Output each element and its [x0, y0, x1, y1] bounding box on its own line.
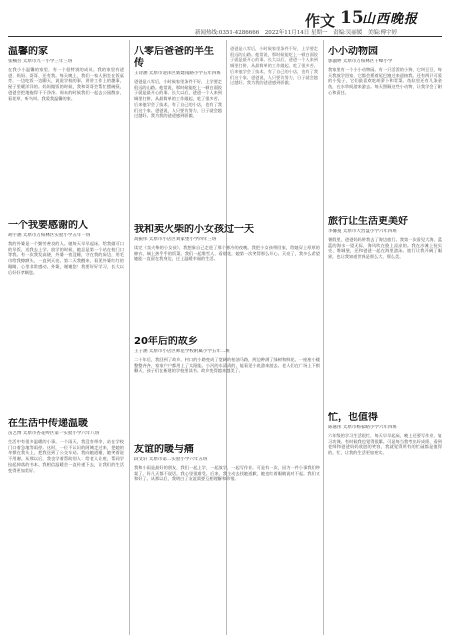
masthead — [0, 0, 450, 38]
header-rule — [8, 36, 442, 37]
article-byline: 李馨蔓 太原市大营盘小学六年四班 — [328, 229, 397, 234]
article-title: 20年后的故乡 — [134, 336, 198, 347]
page-number: 15 — [340, 8, 364, 28]
article-title: 忙，也值得 — [328, 412, 378, 423]
article-body: 爸爸是八零后，小时候家里条件不好，上学要走很远的山路。他常说，那时候能吃上一顿白面饺子就是最开心的事。长大以后，爸爸一个人来到城里打拼，从最简单的工作做起，吃了很多苦。后来他学会了技术，有了自己的小店，也有了我们这个家。爸爸说，人只要肯努力，日子就会越过越好。我为我的爸爸感到骄傲。 — [134, 79, 222, 119]
article-title: 一个我要感谢的人 — [8, 220, 88, 231]
article-body: 二十年后，我回到了故乡。村口的小路变成了宽阔的柏油马路，两边种满了绿树和鲜花。一座座小楼整整齐齐，家家户户都用上了太阳能。小河的水清清的，能看见小鱼游来游去。老人们在广场上下棋聊天，孩子们在新建的学校里读书。故乡变得越来越美了。 — [134, 357, 320, 374]
newspaper-logo: 山西晚报 — [362, 12, 419, 27]
article-byline: 高振伟 太原市小店区刘家堡小学四年三班 — [134, 237, 217, 242]
article-byline: 张楠吾 太原市九一小学三年三班 — [8, 59, 73, 64]
article-byline: 段文轩 太原市第二实验小学六年五班 — [134, 457, 208, 462]
article-byline: 胡宇涵 太原市万柏林区实验小学五年一班 — [8, 233, 91, 238]
article-title: 旅行让生活更美好 — [328, 216, 408, 227]
article-title: 我和卖火柴的小女孩过一天 — [134, 224, 254, 235]
article-body: 六年级的学习生活很忙，每天早早起床，晚上还要写作业、复习功课。有时候我也觉得很累。可是每当我考出好成绩，看到老师和爸爸妈妈欣慰的笑容，我就觉得所有的忙碌都是值得的。忙，让我的生活更加充实。 — [328, 433, 442, 456]
article-title: 友谊的暖与痛 — [134, 444, 194, 455]
article-byline: 王子涵 太原市小店区师范学校附属小学五年二班 — [134, 349, 230, 354]
article-title: 小小动物园 — [328, 46, 378, 57]
article — [328, 216, 442, 406]
article-continued — [230, 46, 318, 218]
article — [328, 412, 442, 634]
article-byline: 郭淑婷 太原市万柏林区千峰小学 — [328, 59, 393, 64]
article — [134, 444, 320, 634]
issue-line: 新闻热线:0351-4286666 2022年11月14日 星期一 责编:吴丽媛 美编:傅宇婷 — [195, 30, 398, 36]
article — [328, 46, 442, 210]
article-byline: 王诗涵 太原市迎泽区新建南路小学五年四班 — [134, 71, 221, 76]
article-title: 在生活中传递温暖 — [8, 418, 88, 429]
article — [8, 418, 124, 634]
article-body: 读完《卖火柴的小女孩》，我想象自己走进了那个寒冷的夜晚。我把小女孩带回家，给她穿上厚厚的棉衣，端上热乎乎的饭菜。我们一起堆雪人、看烟花，她第一次笑得那么开心。天亮了，我多么希望她能一直留在我身边，过上温暖幸福的生活。 — [134, 245, 320, 262]
article-body: 我家里有一个小小动物园。有一只活泼的小狗，它叫豆豆，每天我放学回家，它都会摇着尾巴跑过来迎接我。还有两只可爱的小兔子，它们最喜欢吃胡萝卜和青菜。鱼缸里还有几条金鱼，在水草间游来游去。每天照顾这些小动物，让我学会了耐心和责任。 — [328, 67, 442, 95]
article-body: 爸爸是八零后，小时候家里条件不好，上学要走很远的山路。他常说，那时候能吃上一顿白面饺子就是最开心的事。长大以后，爸爸一个人来到城里打拼，从最简单的工作做起，吃了很多苦。后来他学会了技术，有了自己的小店，也有了我们这个家。爸爸说，人只要肯努力，日子就会越过越好。我为我的爸爸感到骄傲。 — [230, 46, 318, 86]
article-body: 暑假里，爸爸妈妈带我去了海边旅行。我第一次看见大海，蓝蓝的海水一望无际，海风吹在脸上凉凉的。我在沙滩上捡贝壳、堆城堡，还和爸爸一起在海里游泳。旅行让我开阔了眼界，也让我知道世界是那么大、那么美。 — [328, 237, 442, 260]
article — [134, 46, 222, 218]
article-body: 生活中有很多温暖的小事。一个雨天，我没有带伞，站在学校门口着急地等雨停。这时，一位不认识的阿姨走过来，把她的伞撑在我头上，把我送到了公交车站。我向她道谢，她笑着说不用谢。从那以后，我也学着帮助别人：给老人让座，帮同学捡起掉落的书本。我相信温暖会一直传递下去，让我们的生活变得更加美好。 — [8, 439, 124, 473]
article-byline: 陈嘉彤 太原市杨家峪小学六年四班 — [328, 425, 397, 430]
article — [134, 224, 320, 332]
article-byline: 苗艺博 太原市杏花岭区第一实验小学六年八班 — [8, 431, 100, 436]
article-body: 我和小雨是最好的朋友，我们一起上学，一起放学，一起写作业。可是有一次，因为一件小事我们吵架了，好几天都不说话。我心里很难受。后来，我主动去找她道歉，她也红着眼睛说对不起。我们又和好了。从那以后，我明白了友谊需要互相理解和珍惜。 — [134, 465, 320, 482]
article — [134, 336, 320, 440]
column-divider — [323, 40, 324, 635]
article-body: 我的外婆是一个勤劳善良的人。她每天早早起床，给我做可口的早饭，送我去上学。放学的时候，她总是第一个站在校门口等我。有一次我发高烧，外婆一夜没睡，守在我的床边，用毛巾给我擦额头，一直到天亮。第二天我醒来，看见外婆红红的眼睛，心里非常感动。外婆，谢谢您！我要好好学习，长大以后好好孝顺您。 — [8, 241, 124, 275]
article-title: 温馨的家 — [8, 46, 48, 57]
article — [8, 46, 124, 214]
article-body: 在我小小温馨的家里，有一个很特别的成员。我的家里有爸爸、妈妈、哥哥、还有我。每天晚上，我们一家人围坐在饭桌旁，一边吃饭一边聊天，说说学校的事，讲讲工作上的趣事，屋子里暖洋洋的。妈妈做饭的时候，我和哥哥会帮忙摆碗筷，爸爸会把地拖得干干净净。周末的时候我们一起去公园散步，看花草，听鸟叫。我爱我温馨的家。 — [8, 67, 124, 101]
article-title: 八零后爸爸的半生传 — [134, 46, 214, 69]
article — [8, 220, 124, 410]
column-divider — [129, 40, 130, 635]
section-name: 作文 — [305, 12, 336, 30]
